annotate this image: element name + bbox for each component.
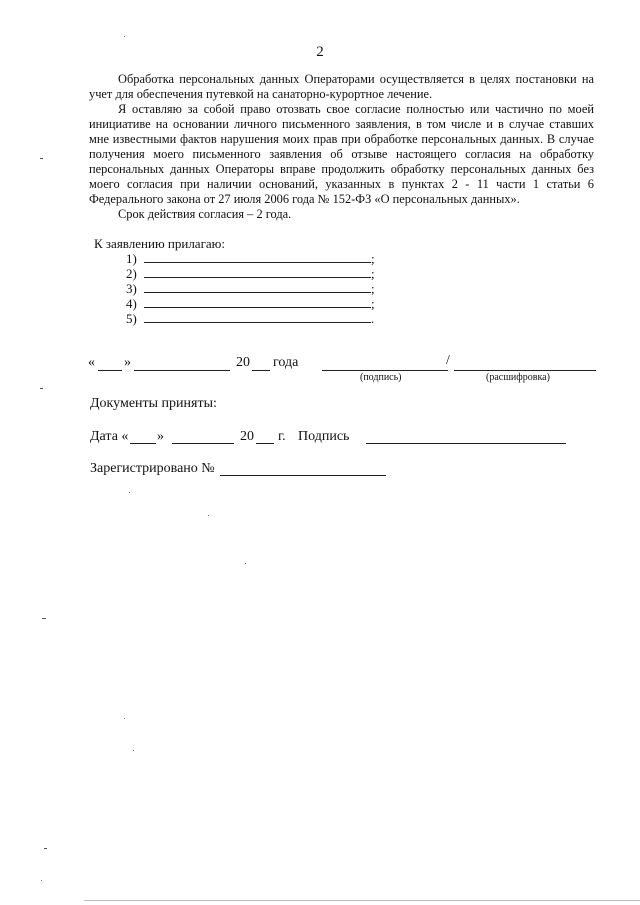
scan-speck [133,750,134,751]
scan-speck [129,492,130,493]
signature-open-quote: « [88,355,95,370]
attachment-blank-line[interactable] [144,251,371,263]
accepted-sign-line[interactable] [366,443,566,444]
scan-speck [124,718,125,719]
attachment-number: 3) [126,281,137,296]
signature-sign-line[interactable] [322,370,448,371]
attachment-number: 4) [126,296,137,311]
signature-decode-caption: (расшифровка) [486,372,550,383]
scan-bottom-edge [84,900,640,901]
scan-mark [44,848,47,849]
attachment-number: 5) [126,311,137,326]
registered-label: Зарегистрировано № [90,461,215,476]
accepted-year-line[interactable] [256,443,274,444]
accepted-date-label: Дата « [90,429,129,444]
body-line-10: Срок действия согласия – 2 года. [118,207,292,221]
attachment-item [126,251,386,266]
body-line-3: Я оставляю за собой право отозвать свое согласие полностью или частично по моей [118,102,594,116]
attachment-item [126,281,386,296]
attachment-end: ; [371,266,375,281]
signature-slash: / [446,353,450,368]
accepted-day-line[interactable] [130,443,156,444]
accepted-year-suffix: г. [278,429,286,444]
accepted-date-close: » [157,429,164,444]
signature-decode-line[interactable] [454,370,596,371]
page-number: 2 [316,44,324,60]
attachment-number: 2) [126,266,137,281]
scan-speck [41,880,42,881]
documents-accepted-title: Документы приняты: [90,396,217,411]
scan-mark [42,618,46,619]
signature-month-line[interactable] [134,370,230,371]
body-line-7: персональных данных Операторы вправе продолжить обработку персональных данных без [89,162,594,176]
body-line-6: получения моего письменного заявления об отзыве настоящего согласия на обработку [89,147,594,161]
attachment-blank-line[interactable] [144,311,371,323]
scan-speck [208,515,209,516]
attachment-end: ; [371,281,375,296]
body-line-5: мне известными фактов нарушения моих прав при обработке персональных данных. В случае [89,132,594,146]
signature-year-line[interactable] [252,370,270,371]
attachments-title: К заявлению прилагаю: [94,236,226,251]
body-line-1: Обработка персональных данных Операторами осуществляется в целях постановки на [118,72,594,86]
scan-speck [245,563,246,564]
attachment-item [126,311,386,326]
registered-number-line[interactable] [220,475,386,476]
attachment-blank-line[interactable] [144,296,371,308]
attachment-number: 1) [126,251,137,266]
signature-sign-caption: (подпись) [360,372,402,383]
attachment-end: ; [371,251,375,266]
scan-mark [40,388,43,389]
attachment-blank-line[interactable] [144,281,371,293]
body-line-2: учет для обеспечения путевкой на санаторно-курортное лечение. [89,87,433,101]
attachment-item [126,266,386,281]
signature-close-quote: » [124,355,131,370]
body-line-4: инициативе на основании личного письменного заявления, в том числе и в случае ставших [89,117,594,131]
scan-mark [40,158,43,159]
accepted-month-line[interactable] [172,443,234,444]
signature-year-word: года [273,355,299,370]
body-line-8: моего согласия при наличии оснований, указанных в пунктах 2 - 11 части 1 статьи 6 [89,177,594,191]
signature-day-line[interactable] [98,370,122,371]
attachment-item [126,296,386,311]
scan-speck [124,36,125,37]
body-line-9: Федерального закона от 27 июля 2006 года № 152-ФЗ «О персональных данных». [89,192,520,206]
attachment-end: ; [371,296,375,311]
attachment-blank-line[interactable] [144,266,371,278]
accepted-year-prefix: 20 [240,429,254,444]
accepted-sign-label: Подпись [298,429,350,444]
attachment-end: . [371,311,375,326]
signature-year-prefix: 20 [236,355,250,370]
